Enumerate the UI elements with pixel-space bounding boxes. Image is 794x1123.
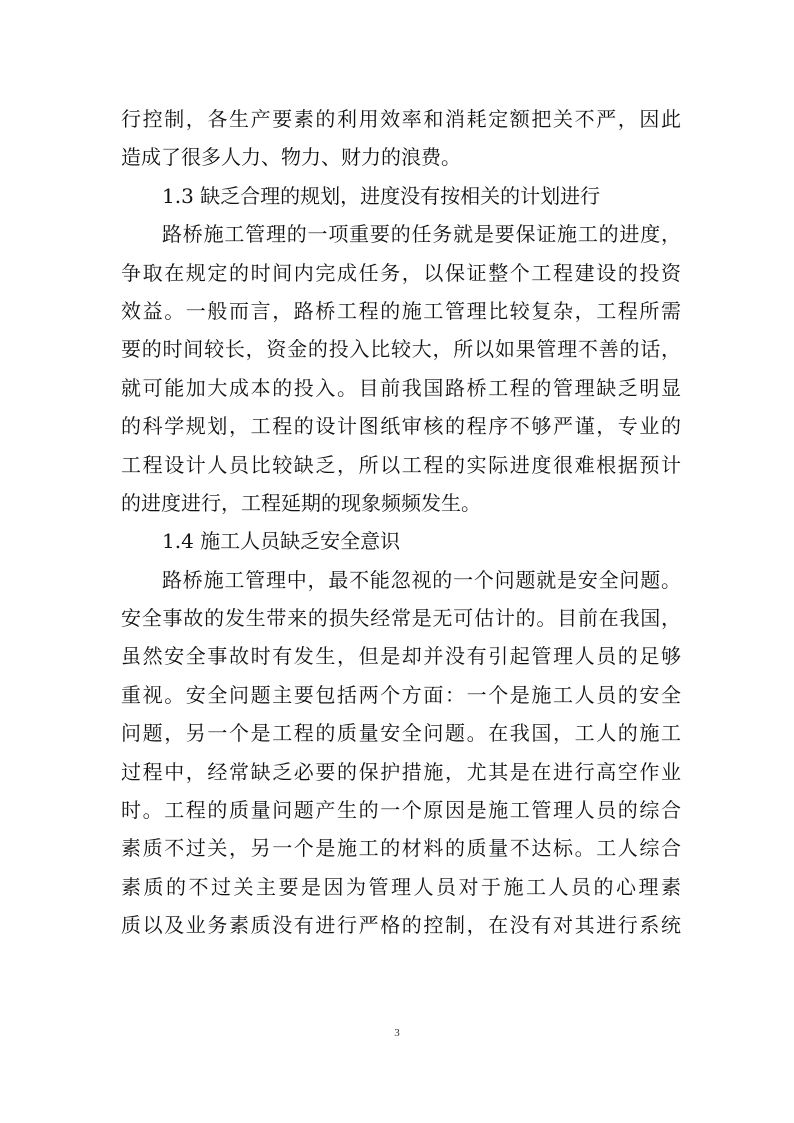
text-line: 行控制，各生产要素的利用效率和消耗定额把关不严，因此 [121, 107, 681, 131]
text-line: 要的时间较长，资金的投入比较大，所以如果管理不善的话， [121, 337, 681, 362]
text-line: 就可能加大成本的投入。目前我国路桥工程的管理缺乏明显 [121, 375, 681, 400]
text-line: 造成了很多人力、物力、财力的浪费。 [121, 145, 461, 170]
text-line: 工程设计人员比较缺乏，所以工程的实际进度很难根据预计 [121, 452, 681, 477]
document-body [121, 100, 681, 945]
text-line: 素质的不过关主要是因为管理人员对于施工人员的心理素 [121, 874, 681, 899]
text-line: 虽然安全事故时有发生，但是却并没有引起管理人员的足够 [121, 644, 681, 669]
text-line: 质以及业务素质没有进行严格的控制，在没有对其进行系统 [121, 913, 681, 938]
text-line: 时。工程的质量问题产生的一个原因是施工管理人员的综合 [121, 798, 681, 823]
text-line: 争取在规定的时间内完成任务，以保证整个工程建设的投资 [121, 260, 681, 285]
text-line: 路桥施工管理的一项重要的任务就是要保证施工的进度， [162, 222, 681, 247]
text-line: 过程中，经常缺乏必要的保护措施，尤其是在进行高空作业 [121, 759, 681, 784]
text-line: 效益。一般而言，路桥工程的施工管理比较复杂，工程所需 [121, 298, 681, 323]
text-line: 1.3 缺乏合理的规划，进度没有按相关的计划进行 [162, 183, 601, 208]
text-line: 素质不过关，另一个是施工的材料的质量不达标。工人综合 [121, 836, 681, 861]
text-line: 问题，另一个是工程的质量安全问题。在我国，工人的施工 [121, 721, 681, 746]
page-number: 3 [394, 1027, 400, 1039]
text-line: 安全事故的发生带来的损失经常是无可估计的。目前在我国， [121, 606, 681, 631]
text-line: 重视。安全问题主要包括两个方面：一个是施工人员的安全 [121, 682, 681, 707]
text-line: 路桥施工管理中，最不能忽视的一个问题就是安全问题。 [162, 567, 681, 592]
text-line: 的进度进行，工程延期的现象频频发生。 [121, 490, 481, 515]
text-line: 的科学规划，工程的设计图纸审核的程序不够严谨，专业的 [121, 414, 681, 439]
text-line: 1.4 施工人员缺乏安全意识 [162, 529, 401, 554]
